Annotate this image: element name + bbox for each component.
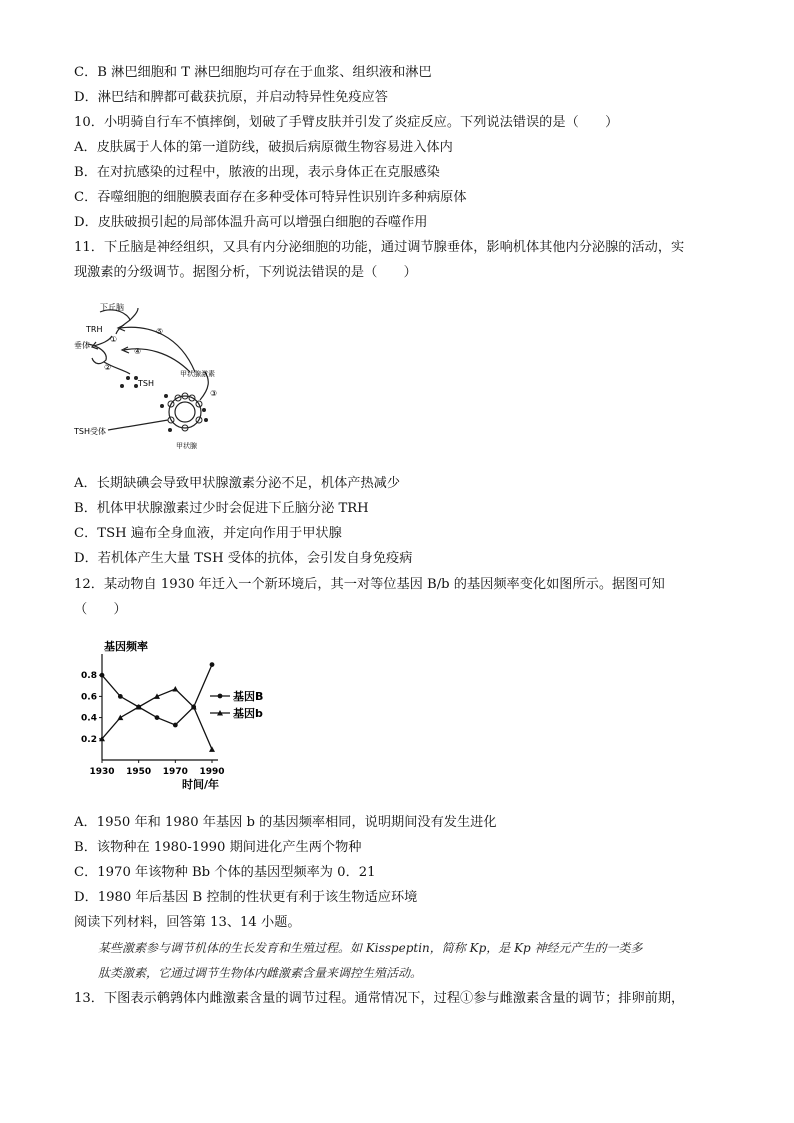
thyroid-regulation-diagram <box>70 294 260 454</box>
option-c-q10: C．吞噬细胞的细胞膜表面存在多种受体可特异性识别许多种病原体 <box>74 190 467 205</box>
label-tsh-receptor: TSH受体 <box>74 427 106 436</box>
option-b-q12: B．该物种在 1980-1990 期间进化产生两个物种 <box>74 840 362 855</box>
data-point-small-b <box>117 715 123 721</box>
option-c-q9: C．B 淋巴细胞和 T 淋巴细胞均可存在于血浆、组织液和淋巴 <box>74 65 432 80</box>
label-thyroid-hormone: 甲状腺激素 <box>180 370 215 378</box>
y-tick-label: 0.4 <box>81 713 97 724</box>
material-line2: 肽类激素，它通过调节生物体内雌激素含量来调控生殖活动。 <box>98 966 423 980</box>
option-d-q10: D．皮肤破损引起的局部体温升高可以增强白细胞的吞噬作用 <box>74 215 428 230</box>
label-trh: TRH <box>86 325 103 334</box>
step-4: ④ <box>134 347 142 356</box>
question-13-line1: 13．下图表示鹌鹑体内雌激素含量的调节过程。通常情况下，过程①参与雌激素含量的调节；排卵前期， <box>74 991 685 1006</box>
x-tick-label: 1950 <box>126 767 152 777</box>
question-12-line2: （ ） <box>74 602 127 617</box>
option-d-q12: D．1980 年后基因 B 控制的性状更有利于该生物适应环境 <box>74 890 418 905</box>
data-point-small-b <box>172 686 178 692</box>
data-point-b <box>155 715 160 720</box>
question-11-line1: 11．下丘脑是神经组织，又具有内分泌细胞的功能，通过调节腺垂体，影响机体其他内分泌腺的活动，实 <box>74 240 685 255</box>
material-line1: 某些激素参与调节机体的生长发育和生殖过程。如 Kisspeptin，简称 Kp，是 Kp 神经元产生的一类多 <box>98 941 643 955</box>
option-a-q10: A．皮肤属于人体的第一道防线，破损后病原微生物容易进入体内 <box>74 140 453 155</box>
question-11-line2: 现激素的分级调节。据图分析，下列说法错误的是（ ） <box>74 265 417 280</box>
option-c-q12: C．1970 年该物种 Bb 个体的基因型频率为 0．21 <box>74 865 376 880</box>
option-b-q11: B．机体甲状腺激素过少时会促进下丘脑分泌 TRH <box>74 501 369 516</box>
data-point-b <box>173 723 178 728</box>
x-axis-label: 时间/年 <box>182 778 220 791</box>
legend-marker <box>218 694 223 699</box>
option-a-q12: A．1950 年和 1980 年基因 b 的基因频率相同，说明期间没有发生进化 <box>74 815 497 830</box>
step-5: ⑤ <box>156 327 164 336</box>
label-pituitary: 垂体 <box>74 341 90 350</box>
label-hypothalamus: 下丘脑 <box>100 303 124 312</box>
y-tick-label: 0.8 <box>81 671 97 682</box>
x-tick-label: 1970 <box>162 767 188 777</box>
gene-frequency-chart <box>70 632 300 792</box>
option-a-q11: A．长期缺碘会导致甲状腺激素分泌不足，机体产热减少 <box>74 476 401 491</box>
option-d-q11: D．若机体产生大量 TSH 受体的抗体，会引发自身免疫病 <box>74 551 413 566</box>
data-point-b <box>100 673 105 678</box>
question-12-line1: 12．某动物自 1930 年迁入一个新环境后，其一对等位基因 B/b 的基因频率变化如图所示。据图可知 <box>74 577 665 592</box>
step-2: ② <box>104 363 112 372</box>
x-tick-label: 1990 <box>199 767 225 777</box>
y-tick-label: 0.2 <box>81 734 97 745</box>
data-point-b <box>118 694 123 699</box>
question-10: 10．小明骑自行车不慎摔倒，划破了手臂皮肤并引发了炎症反应。下列说法错误的是（ ） <box>74 115 619 130</box>
data-point-b <box>210 662 215 667</box>
x-tick-label: 1930 <box>89 767 115 777</box>
y-tick-label: 0.6 <box>81 692 97 703</box>
legend-label: 基因b <box>233 707 263 720</box>
label-tsh: TSH <box>138 379 154 388</box>
option-d-q9: D．淋巴结和脾都可截获抗原，并启动特异性免疫应答 <box>74 90 388 105</box>
legend-label: 基因B <box>233 690 264 703</box>
y-axis-label: 基因频率 <box>104 640 148 653</box>
step-3: ③ <box>210 389 218 398</box>
data-point-small-b <box>209 746 215 752</box>
option-c-q11: C．TSH 遍布全身血液，并定向作用于甲状腺 <box>74 526 342 541</box>
reading-instruction: 阅读下列材料，回答第 13、14 小题。 <box>74 915 301 930</box>
option-b-q10: B．在对抗感染的过程中，脓液的出现，表示身体正在克服感染 <box>74 165 440 180</box>
step-1: ① <box>110 335 118 344</box>
label-thyroid: 甲状腺 <box>176 442 197 450</box>
